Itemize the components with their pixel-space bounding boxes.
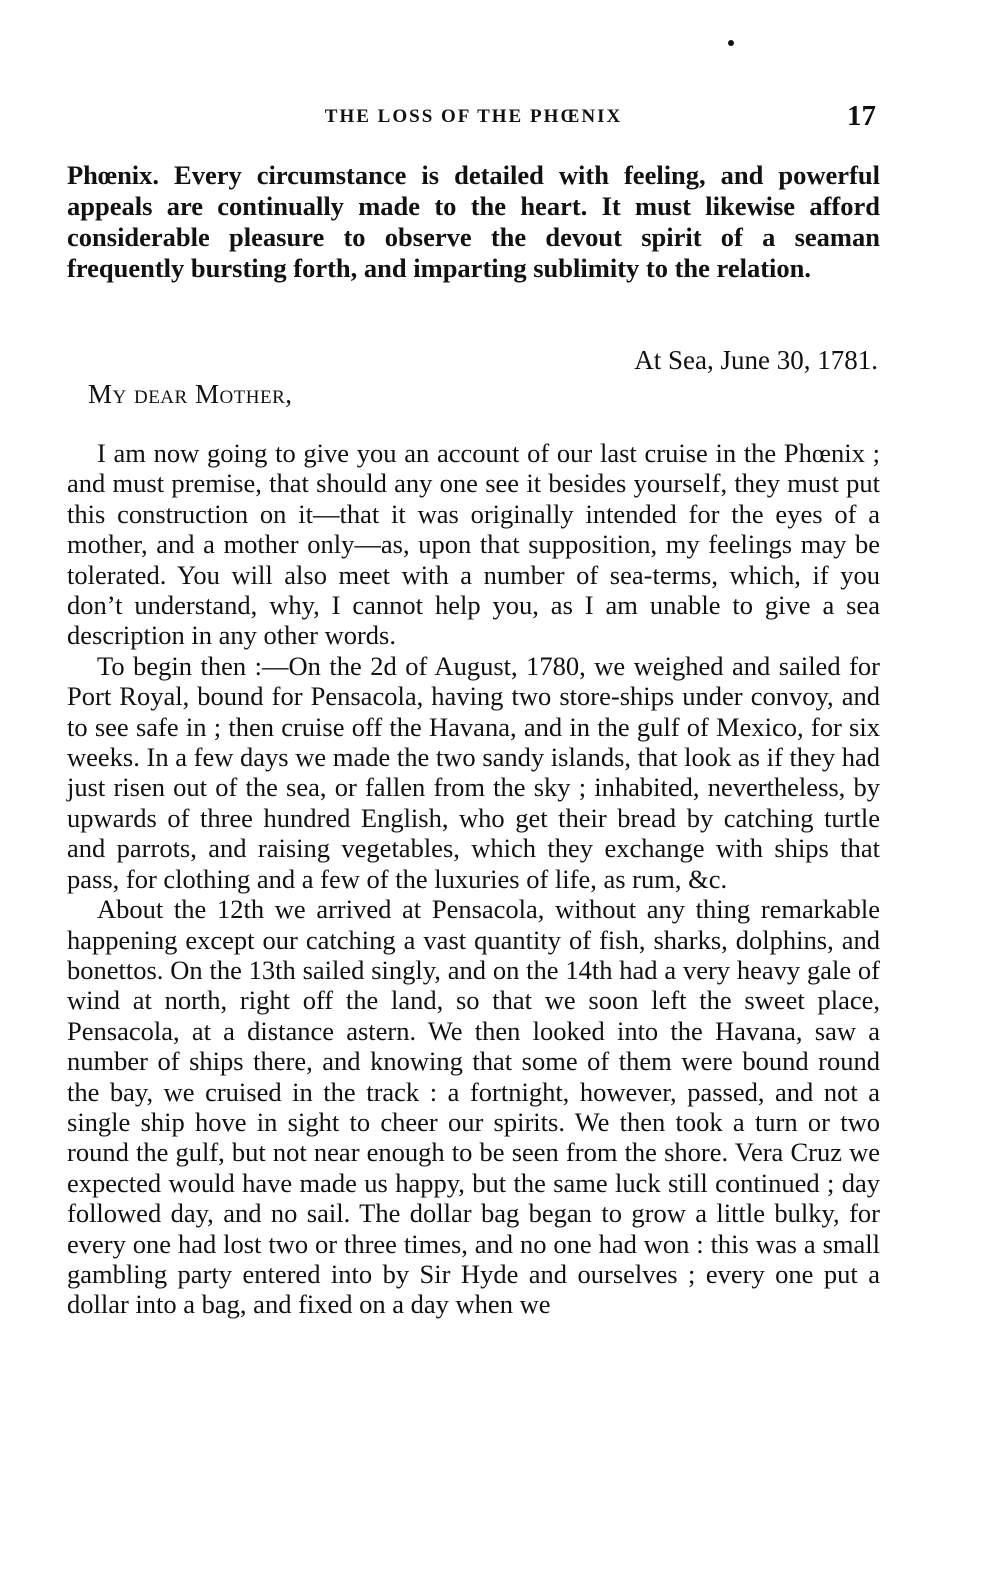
letter-paragraph: I am now going to give you an account of our last cruise in the Phœnix ; and must premise, that should any one see it besides yourself, they must put this construction on it—that it was originally intended for the eyes of a mother, and a mother only—as, upon that supposition, my feelings may be tolerated. You will also meet with a number of sea-terms, which, if you don’t understand, why, I cannot help you, as I am unable to give a sea description in any other words.: [67, 438, 880, 651]
letter-paragraph: About the 12th we arrived at Pensacola, without any thing remarkable happening except our catching a vast quantity of fish, sharks, dolphins, and bonettos. On the 13th sailed singly, and on the 14th had a very heavy gale of wind at north, right off the land, so that we soon left the sweet place, Pensacola, at a distance astern. We then looked into the Havana, saw a number of ships there, and knowing that some of them were bound round the bay, we cruised in the track : a fortnight, however, passed, and not a single ship hove in sight to cheer our spirits. We then took a turn or two round the gulf, but not near enough to be seen from the shore. Vera Cruz we expected would have made us happy, but the same luck still continued ; day followed day, and no sail. The dollar bag began to grow a little bulky, for every one had lost two or three times, and no one had won : this was a small gambling party entered into by Sir Hyde and ourselves ; every one put a dollar into a bag, and fixed on a day when we: [67, 894, 880, 1320]
page-number: 17: [847, 100, 876, 132]
letter-paragraph: To begin then :—On the 2d of August, 1780, we weighed and sailed for Port Royal, bound for Pensacola, having two store-ships under convoy, and to see safe in ; then cruise off the Havana, and in the gulf of Mexico, for six weeks. In a few days we made the two sandy islands, that look as if they had just risen out of the sea, or fallen from the sky ; inhabited, nevertheless, by upwards of three hundred English, who get their bread by catching turtle and parrots, and raising vegetables, which they exchange with ships that pass, for clothing and a few of the luxuries of life, as rum, &c.: [67, 650, 880, 894]
letter-dateline: At Sea, June 30, 1781.: [634, 345, 878, 375]
running-head: [67, 100, 880, 136]
ink-speck: [728, 40, 734, 46]
letter-body: [67, 438, 880, 1320]
running-title: THE LOSS OF THE PHŒNIX: [324, 106, 623, 127]
letter-salutation: My dear Mother,: [88, 379, 293, 409]
intro-paragraph: Phœnix. Every circumstance is detailed with feeling, and powerful appeals are continually made to the heart. It must likewise afford considerable pleasure to observe the devout spirit of a seaman frequently bursting forth, and imparting sublimity to the relation.: [67, 160, 880, 283]
